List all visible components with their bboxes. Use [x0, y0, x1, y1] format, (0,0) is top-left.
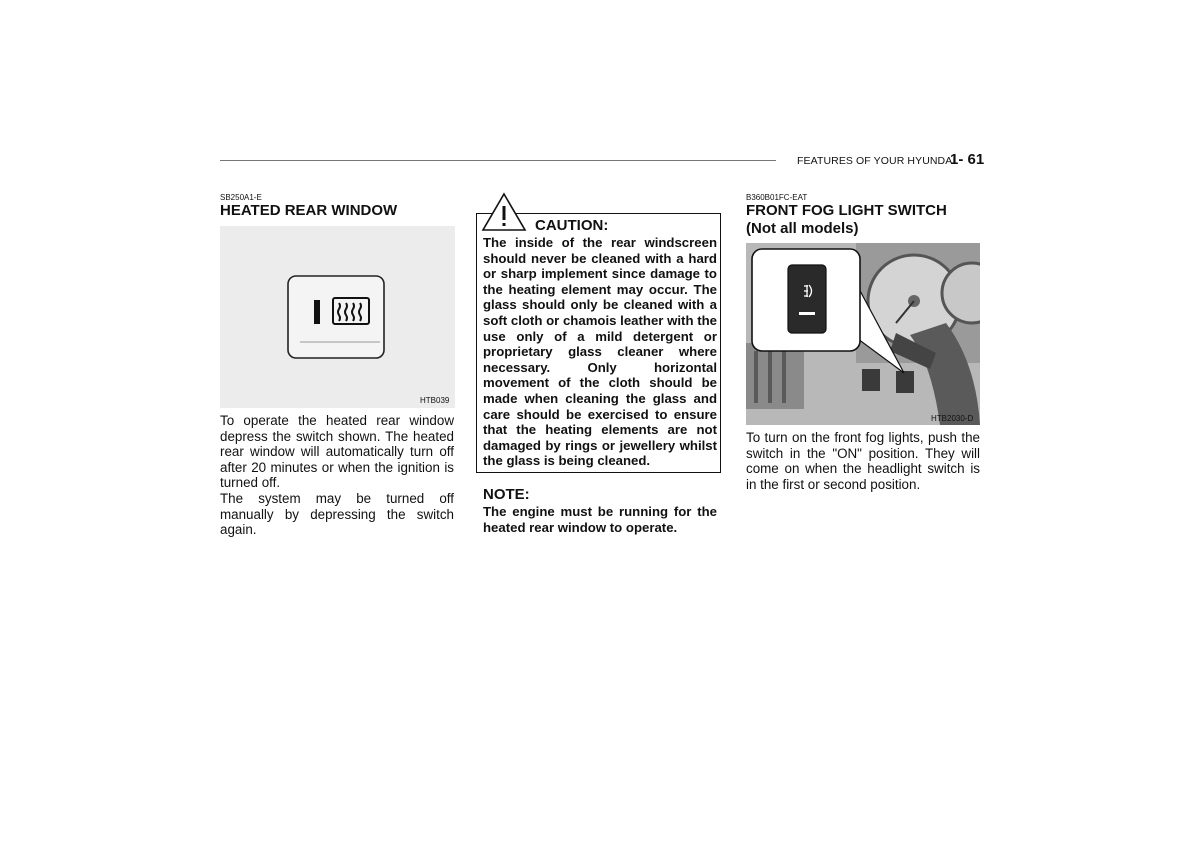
note-title: NOTE:: [483, 486, 530, 503]
section-code: B360B01FC-EAT: [746, 193, 808, 202]
warning-triangle-icon: [481, 192, 527, 232]
fog-light-switch: [896, 371, 914, 393]
figure-code: HTB039: [420, 396, 450, 405]
header-rule: [220, 160, 776, 161]
caution-title: CAUTION:: [535, 217, 609, 234]
section-title: FRONT FOG LIGHT SWITCH: [746, 202, 947, 219]
fog-light-body: To turn on the front fog lights, push the switch in the "ON" position. They will come on when the headlight switch is in the first or second position.: [746, 430, 980, 492]
figure-code: HTB2030-D: [931, 414, 974, 423]
fog-light-figure: [746, 243, 980, 425]
caution-text: The inside of the rear windscreen should never be cleaned with a hard or sharp implement since damage to the heating element may occur. The glass should only be cleaned with a soft cloth or chamois leather with the use only of a mild detergent or proprietary glass cleaner where necessary. Only horizontal movement of the cloth should be made when cleaning the glass and care should be exercised to ensure that the heating elements are not damaged by rings or jewellery whilst the glass is being cleaned.: [483, 235, 717, 469]
dashboard-illustration: [746, 243, 980, 425]
paragraph: The system may be turned off manually by depressing the switch again.: [220, 490, 454, 538]
section-subtitle: (Not all models): [746, 220, 859, 237]
paragraph: To operate the heated rear window depress the switch shown. The heated rear window will automatically turn off after 20 minutes or when the ignition is turned off.: [220, 413, 454, 491]
running-header: FEATURES OF YOUR HYUNDAI: [797, 155, 956, 167]
section-title: HEATED REAR WINDOW: [220, 202, 398, 219]
defrost-switch-illustration: [220, 226, 455, 408]
section-code: SB250A1-E: [220, 193, 262, 202]
page-number: 1- 61: [950, 151, 985, 168]
rear-defrost-figure: [220, 226, 455, 408]
note-text: The engine must be running for the heated rear window to operate.: [483, 504, 717, 535]
heated-window-body: [220, 413, 454, 538]
